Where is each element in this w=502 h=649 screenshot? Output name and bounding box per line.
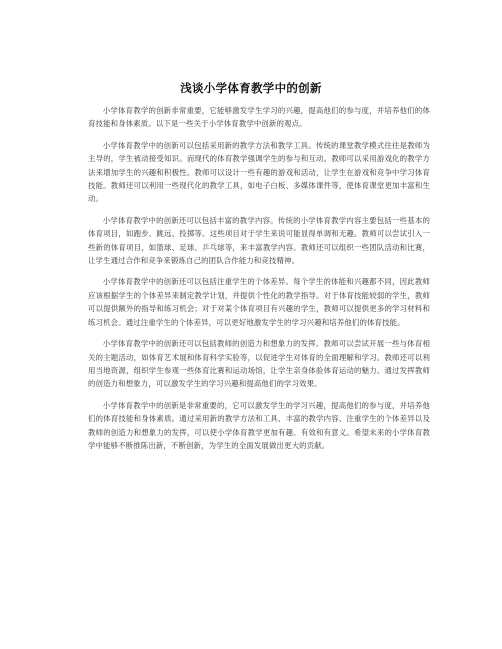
paragraph-1: 小学体育教学的创新非常重要，它能够激发学生学习的兴趣，提高他们的参与度，并培养他们的体育技能和身体素质。以下是一些关于小学体育教学中创新的观点。: [88, 106, 430, 129]
paragraph-4: 小学体育教学中的创新还可以包括注重学生的个体差异。每个学生的体能和兴趣都不同，因此教师应该根据学生的个体差异来制定教学计划，并提供个性化的教学指导。对于体育技能较弱的学生，教师可以提供额外的指导和练习机会；对于对某个体育项目有兴趣的学生，教师可以提供更多的学习材料和练习机会。通过注重学生的个体差异，可以更好地激发学生的学习兴趣和培养他们的体育技能。: [88, 277, 430, 327]
paragraph-3: 小学体育教学中的创新还可以包括丰富的教学内容。传统的小学体育教学内容主要包括一些基本的体育项目，如跑步、跳远、投掷等。这些项目对于学生来说可能显得单调和无趣。教师可以尝试引入一些新的体育项目，如篮球、足球、乒乓球等，来丰富教学内容。教师还可以组织一些团队活动和比赛，让学生通过合作和竞争来锻炼自己的团队合作能力和竞技精神。: [88, 215, 430, 266]
document-title: 浅谈小学体育教学中的创新: [180, 81, 322, 95]
paragraph-5: 小学体育教学中的创新还可以包括教师的创造力和想象力的发挥。教师可以尝试开展一些与体育相关的主题活动，如体育艺术展和体育科学实验等，以促进学生对体育的全面理解和学习。教师还可以利用当地资源，组织学生参观一些体育比赛和运动场馆，让学生亲身体验体育运动的魅力。通过发挥教师的创造力和想象力，可以激发学生的学习兴趣和提高他们的学习效果。: [88, 339, 430, 389]
paragraph-2: 小学体育教学中的创新可以包括采用新的教学方法和教学工具。传统的课堂教学模式往往是教师为主导的，学生被动接受知识。而现代的体育教学强调学生的参与和互动。教师可以采用游戏化的教学方法来增加学生的兴趣和积极性。教师可以设计一些有趣的游戏和活动，让学生在游戏和竞争中学习体育技能。教师还可以利用一些现代化的教学工具，如电子白板、多媒体课件等，使体育课堂更加丰富和生动。: [88, 140, 430, 204]
paragraph-6: 小学体育教学中的创新是非常重要的，它可以激发学生的学习兴趣，提高他们的参与度，并培养他们的体育技能和身体素质。通过采用新的教学方法和工具、丰富的教学内容、注重学生的个体差异以及教师的创造力和想象力的发挥，可以使小学体育教学更加有趣、有效和有意义。希望未来的小学体育教学中能够不断推陈出新，不断创新，为学生的全面发展做出更大的贡献。: [88, 400, 430, 450]
document-body: [88, 104, 430, 460]
